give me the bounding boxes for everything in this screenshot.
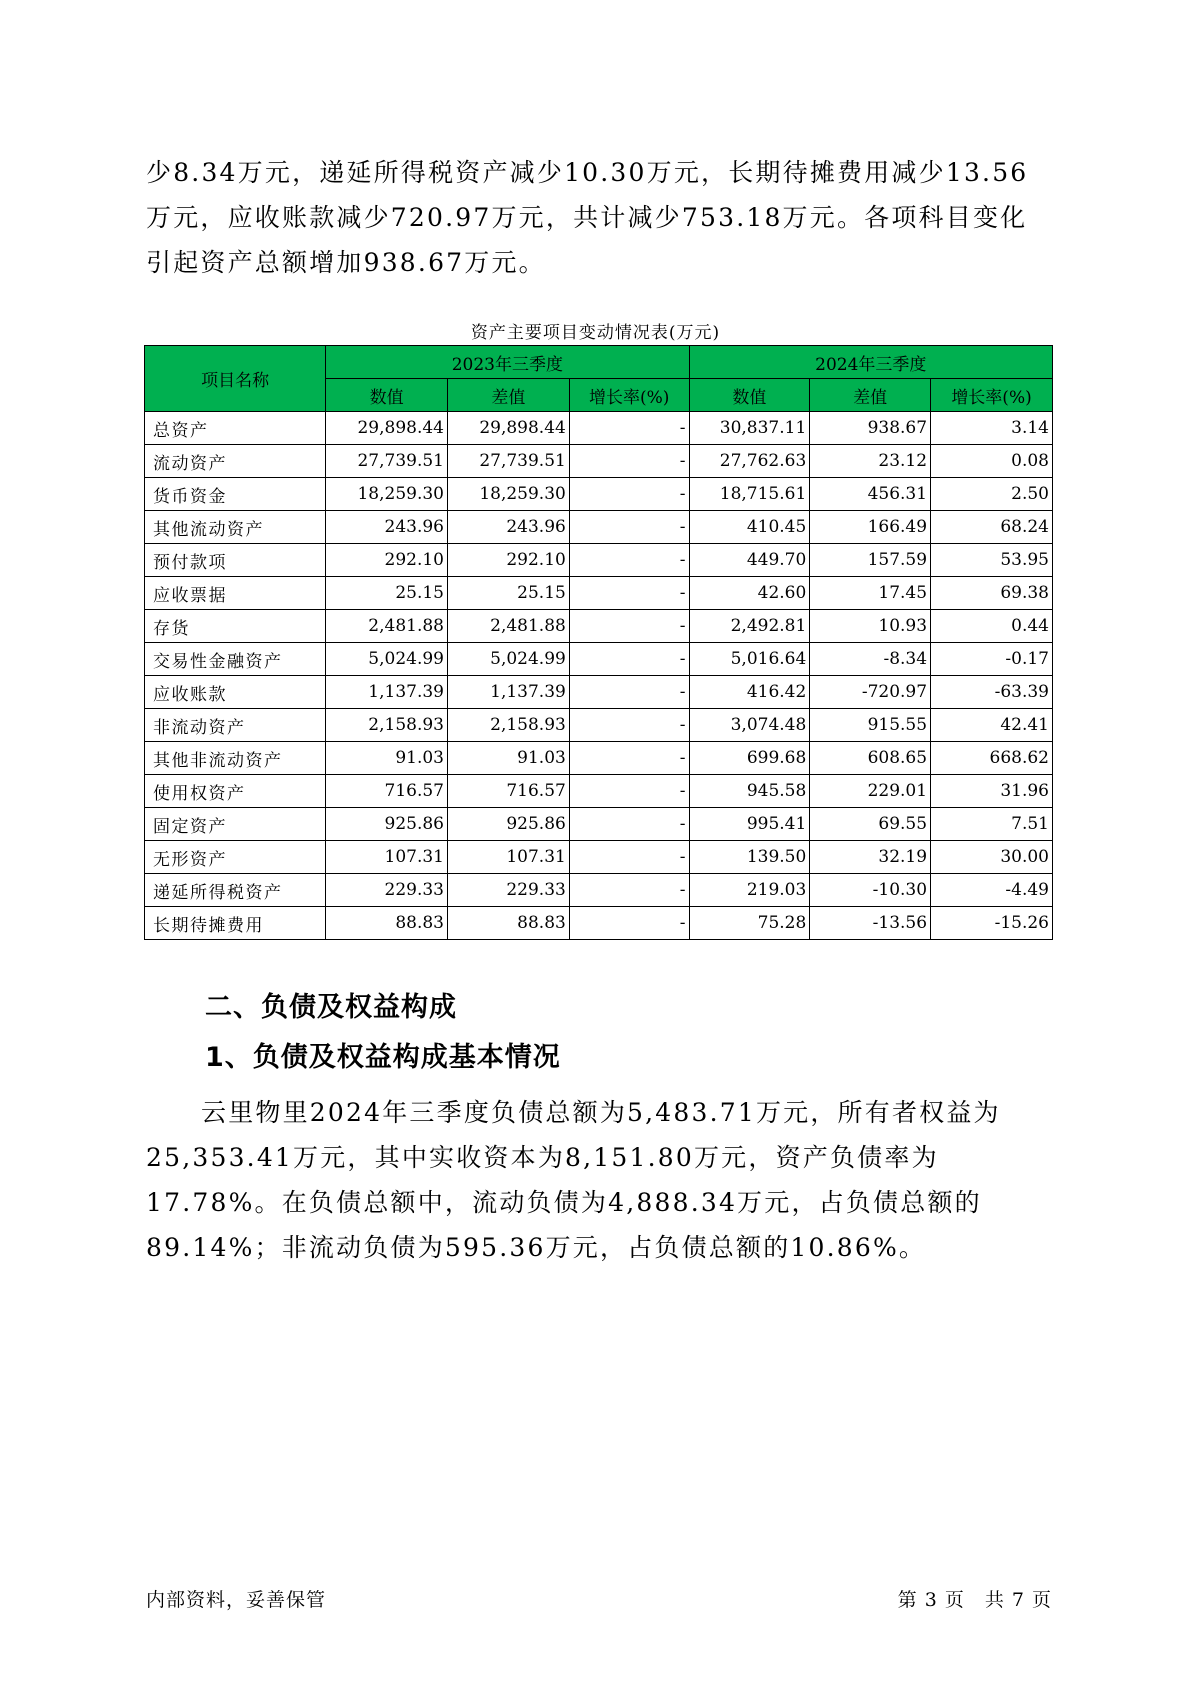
cell-rate-2024: 30.00	[931, 841, 1053, 874]
cell-diff-2024: -720.97	[810, 676, 931, 709]
cell-row-name: 货币资金	[145, 478, 326, 511]
cell-diff-2024: 69.55	[810, 808, 931, 841]
cell-diff-2023: 925.86	[448, 808, 570, 841]
cell-value-2023: 107.31	[326, 841, 448, 874]
cell-row-name: 流动资产	[145, 445, 326, 478]
cell-value-2024: 75.28	[689, 907, 810, 940]
table-row	[145, 577, 1053, 610]
cell-diff-2023: 1,137.39	[448, 676, 570, 709]
cell-rate-2024: 53.95	[931, 544, 1053, 577]
cell-value-2023: 716.57	[326, 775, 448, 808]
cell-rate-2023: -	[569, 610, 689, 643]
header-diff-2023: 差值	[448, 379, 570, 412]
header-value-2023: 数值	[326, 379, 448, 412]
cell-value-2024: 699.68	[689, 742, 810, 775]
cell-value-2024: 3,074.48	[689, 709, 810, 742]
cell-rate-2024: 0.08	[931, 445, 1053, 478]
cell-diff-2023: 229.33	[448, 874, 570, 907]
cell-rate-2023: -	[569, 544, 689, 577]
cell-value-2023: 292.10	[326, 544, 448, 577]
cell-rate-2023: -	[569, 907, 689, 940]
cell-value-2023: 2,481.88	[326, 610, 448, 643]
table-row	[145, 478, 1053, 511]
cell-value-2024: 27,762.63	[689, 445, 810, 478]
cell-diff-2023: 29,898.44	[448, 412, 570, 445]
cell-rate-2024: 42.41	[931, 709, 1053, 742]
cell-rate-2023: -	[569, 874, 689, 907]
cell-row-name: 使用权资产	[145, 775, 326, 808]
cell-diff-2023: 292.10	[448, 544, 570, 577]
cell-value-2024: 5,016.64	[689, 643, 810, 676]
cell-diff-2023: 107.31	[448, 841, 570, 874]
cell-value-2023: 2,158.93	[326, 709, 448, 742]
cell-rate-2024: -15.26	[931, 907, 1053, 940]
header-item-name: 项目名称	[145, 346, 326, 412]
cell-rate-2023: -	[569, 412, 689, 445]
cell-diff-2023: 716.57	[448, 775, 570, 808]
cell-value-2024: 410.45	[689, 511, 810, 544]
cell-value-2024: 30,837.11	[689, 412, 810, 445]
cell-rate-2024: -0.17	[931, 643, 1053, 676]
cell-rate-2023: -	[569, 643, 689, 676]
cell-value-2023: 25.15	[326, 577, 448, 610]
cell-row-name: 无形资产	[145, 841, 326, 874]
cell-diff-2023: 88.83	[448, 907, 570, 940]
cell-value-2024: 219.03	[689, 874, 810, 907]
table-row	[145, 841, 1053, 874]
cell-diff-2024: 938.67	[810, 412, 931, 445]
header-diff-2024: 差值	[810, 379, 931, 412]
cell-row-name: 应收账款	[145, 676, 326, 709]
cell-diff-2023: 243.96	[448, 511, 570, 544]
cell-row-name: 长期待摊费用	[145, 907, 326, 940]
table-row	[145, 874, 1053, 907]
table-row	[145, 643, 1053, 676]
cell-rate-2023: -	[569, 841, 689, 874]
cell-rate-2024: 7.51	[931, 808, 1053, 841]
cell-diff-2024: 608.65	[810, 742, 931, 775]
cell-value-2023: 925.86	[326, 808, 448, 841]
header-rate-2024: 增长率(%)	[931, 379, 1053, 412]
cell-row-name: 递延所得税资产	[145, 874, 326, 907]
cell-rate-2023: -	[569, 742, 689, 775]
cell-diff-2023: 91.03	[448, 742, 570, 775]
cell-value-2024: 139.50	[689, 841, 810, 874]
cell-value-2023: 91.03	[326, 742, 448, 775]
cell-diff-2024: -10.30	[810, 874, 931, 907]
table-row	[145, 544, 1053, 577]
cell-diff-2023: 2,481.88	[448, 610, 570, 643]
cell-diff-2024: 17.45	[810, 577, 931, 610]
table-row	[145, 907, 1053, 940]
footer-confidential-note: 内部资料，妥善保管	[146, 1589, 327, 1611]
table-row	[145, 709, 1053, 742]
header-period-2024: 2024年三季度	[689, 346, 1052, 379]
table-row	[145, 412, 1053, 445]
cell-rate-2024: -4.49	[931, 874, 1053, 907]
cell-diff-2024: -8.34	[810, 643, 931, 676]
cell-row-name: 其他非流动资产	[145, 742, 326, 775]
cell-value-2023: 5,024.99	[326, 643, 448, 676]
intro-paragraph: 少8.34万元，递延所得税资产减少10.30万元，长期待摊费用减少13.56万元，应收账款减少720.97万元，共计减少753.18万元。各项科目变化引起资产总额增加938.67万元。	[146, 158, 1029, 277]
cell-value-2023: 18,259.30	[326, 478, 448, 511]
cell-row-name: 存货	[145, 610, 326, 643]
header-period-2023: 2023年三季度	[326, 346, 689, 379]
body-paragraph: 云里物里2024年三季度负债总额为5,483.71万元，所有者权益为25,353.41万元，其中实收资本为8,151.80万元，资产负债率为17.78%。在负债总额中，流动负债为4,888.34万元，占负债总额的89.14%；非流动负债为595.36万元，占负债总额的10.86%。	[146, 1098, 1001, 1262]
table-row	[145, 445, 1053, 478]
cell-value-2023: 29,898.44	[326, 412, 448, 445]
cell-diff-2024: 229.01	[810, 775, 931, 808]
cell-diff-2023: 18,259.30	[448, 478, 570, 511]
cell-rate-2024: 3.14	[931, 412, 1053, 445]
cell-diff-2023: 25.15	[448, 577, 570, 610]
cell-rate-2024: 0.44	[931, 610, 1053, 643]
cell-row-name: 总资产	[145, 412, 326, 445]
section-heading: 二、负债及权益构成	[205, 992, 457, 1023]
cell-row-name: 交易性金融资产	[145, 643, 326, 676]
cell-row-name: 应收票据	[145, 577, 326, 610]
cell-rate-2023: -	[569, 577, 689, 610]
cell-diff-2024: -13.56	[810, 907, 931, 940]
cell-diff-2024: 23.12	[810, 445, 931, 478]
cell-rate-2023: -	[569, 775, 689, 808]
cell-row-name: 非流动资产	[145, 709, 326, 742]
sub-heading: 1、负债及权益构成基本情况	[205, 1042, 561, 1073]
cell-rate-2024: 68.24	[931, 511, 1053, 544]
cell-value-2023: 88.83	[326, 907, 448, 940]
cell-diff-2023: 5,024.99	[448, 643, 570, 676]
cell-diff-2024: 10.93	[810, 610, 931, 643]
table-row	[145, 511, 1053, 544]
cell-value-2023: 27,739.51	[326, 445, 448, 478]
cell-value-2024: 18,715.61	[689, 478, 810, 511]
cell-rate-2024: 2.50	[931, 478, 1053, 511]
cell-rate-2023: -	[569, 511, 689, 544]
cell-row-name: 其他流动资产	[145, 511, 326, 544]
cell-diff-2024: 166.49	[810, 511, 931, 544]
cell-row-name: 固定资产	[145, 808, 326, 841]
cell-value-2024: 42.60	[689, 577, 810, 610]
footer-page-number: 第 3 页 共 7 页	[897, 1589, 1052, 1611]
cell-value-2023: 243.96	[326, 511, 448, 544]
cell-diff-2024: 456.31	[810, 478, 931, 511]
cell-value-2024: 945.58	[689, 775, 810, 808]
header-rate-2023: 增长率(%)	[569, 379, 689, 412]
cell-value-2024: 416.42	[689, 676, 810, 709]
cell-value-2024: 449.70	[689, 544, 810, 577]
cell-value-2024: 995.41	[689, 808, 810, 841]
cell-diff-2023: 2,158.93	[448, 709, 570, 742]
cell-diff-2023: 27,739.51	[448, 445, 570, 478]
cell-rate-2024: -63.39	[931, 676, 1053, 709]
cell-rate-2024: 668.62	[931, 742, 1053, 775]
cell-rate-2024: 69.38	[931, 577, 1053, 610]
cell-rate-2023: -	[569, 808, 689, 841]
cell-rate-2024: 31.96	[931, 775, 1053, 808]
cell-diff-2024: 32.19	[810, 841, 931, 874]
table-caption: 资产主要项目变动情况表(万元)	[470, 323, 721, 343]
cell-row-name: 预付款项	[145, 544, 326, 577]
header-value-2024: 数值	[689, 379, 810, 412]
table-row	[145, 742, 1053, 775]
cell-diff-2024: 157.59	[810, 544, 931, 577]
cell-value-2023: 1,137.39	[326, 676, 448, 709]
asset-change-table	[144, 345, 1053, 940]
cell-value-2024: 2,492.81	[689, 610, 810, 643]
cell-rate-2023: -	[569, 445, 689, 478]
cell-value-2023: 229.33	[326, 874, 448, 907]
table-row	[145, 808, 1053, 841]
table-row	[145, 610, 1053, 643]
table-row	[145, 676, 1053, 709]
cell-rate-2023: -	[569, 676, 689, 709]
cell-diff-2024: 915.55	[810, 709, 931, 742]
cell-rate-2023: -	[569, 709, 689, 742]
cell-rate-2023: -	[569, 478, 689, 511]
table-row	[145, 775, 1053, 808]
